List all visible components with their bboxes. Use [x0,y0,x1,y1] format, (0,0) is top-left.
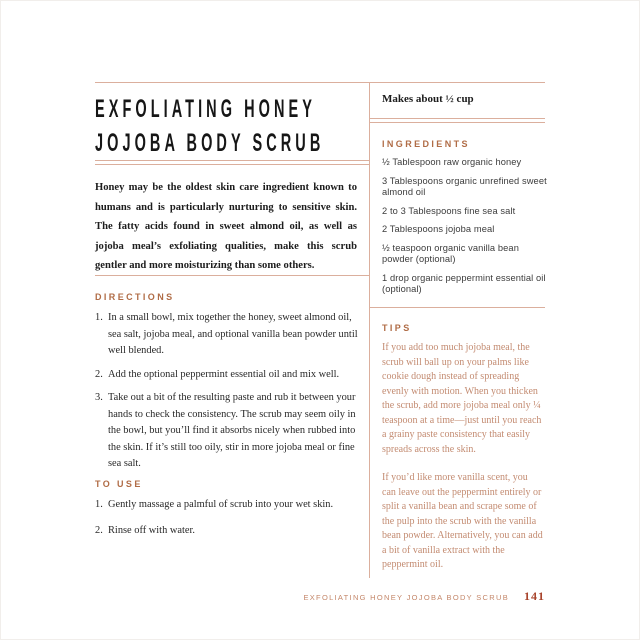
yield-note: Makes about ½ cup [382,93,474,105]
to-use-step: Rinse off with water. [108,524,195,536]
yield-underline-rule [370,118,545,123]
ingredients-list [382,157,548,296]
intro-underline-rule [95,275,369,276]
directions-section [95,292,359,473]
title-underline-rule [95,160,369,165]
tips-heading: TIPS [382,323,412,333]
to-use-list [95,497,359,539]
direction-step: Add the optional peppermint essential oil and mix well. [108,368,340,380]
ingredient-item: 3 Tablespoons organic unrefined sweet almond oil [382,175,547,197]
ingredients-section [382,139,548,296]
directions-heading: DIRECTIONS [95,292,175,302]
recipe-title-line-2: JOJOBA BODY SCRUB [95,129,325,157]
to-use-step: Gently massage a palmful of scrub into your wet skin. [108,499,334,510]
tips-section [382,323,544,573]
direction-step: Take out a bit of the resulting paste and rub it between your hands to check the consistency. The scrub may seem oily in the bowl, but you’ll find it absorbs nicely when rubbed into the skin. If it’s still too oily, stir in more jojoba meal or fine sea salt. [108,392,356,469]
directions-list [95,310,359,473]
recipe-title-line-1: EXFOLIATING HONEY [95,95,317,123]
page-number: 141 [524,589,545,603]
tips-paragraph-2: If you’d like more vanilla scent, you can leave out the peppermint entirely or split a vanilla bean and scrape some of the pulp into the scrub with the vanilla bean powder. Alternatively, you can add a bit of vanilla extract with the peppermint oil. [382,472,543,570]
to-use-section [95,479,359,539]
ingredients-heading: INGREDIENTS [382,139,470,149]
page-footer [303,589,545,604]
ingredient-item: ½ teaspoon organic vanilla bean powder (optional) [382,242,519,264]
running-title: EXFOLIATING HONEY JOJOBA BODY SCRUB [303,593,509,602]
top-margin-rule [95,82,545,83]
ingredient-item: 2 to 3 Tablespoons fine sea salt [382,205,516,216]
ingredient-item: ½ Tablespoon raw organic honey [382,157,522,167]
to-use-heading: TO USE [95,479,143,489]
tips-top-rule [370,307,545,308]
intro-paragraph: Honey may be the oldest skin care ingredient known to humans and is particularly nurturing to sensitive skin. The fatty acids found in sweet almond oil, as well as jojoba meal’s exfoliating qualities, make this scrub gentler and more moisturizing than some others. [95,182,357,271]
tips-paragraph-1: If you add too much jojoba meal, the scrub will ball up on your palms like cookie dough instead of spreading evenly with motion. When you thicken the scrub, add more jojoba meal only ¼ teaspoon at a time—just until you reach a grainy paste consistency that easily spreads across the skin. [382,342,542,455]
ingredient-item: 2 Tablespoons jojoba meal [382,224,495,234]
direction-step: In a small bowl, mix together the honey, sweet almond oil, sea salt, jojoba meal, and optional vanilla bean powder until well blended. [108,312,358,356]
ingredient-item: 1 drop organic peppermint essential oil (optional) [382,272,546,294]
